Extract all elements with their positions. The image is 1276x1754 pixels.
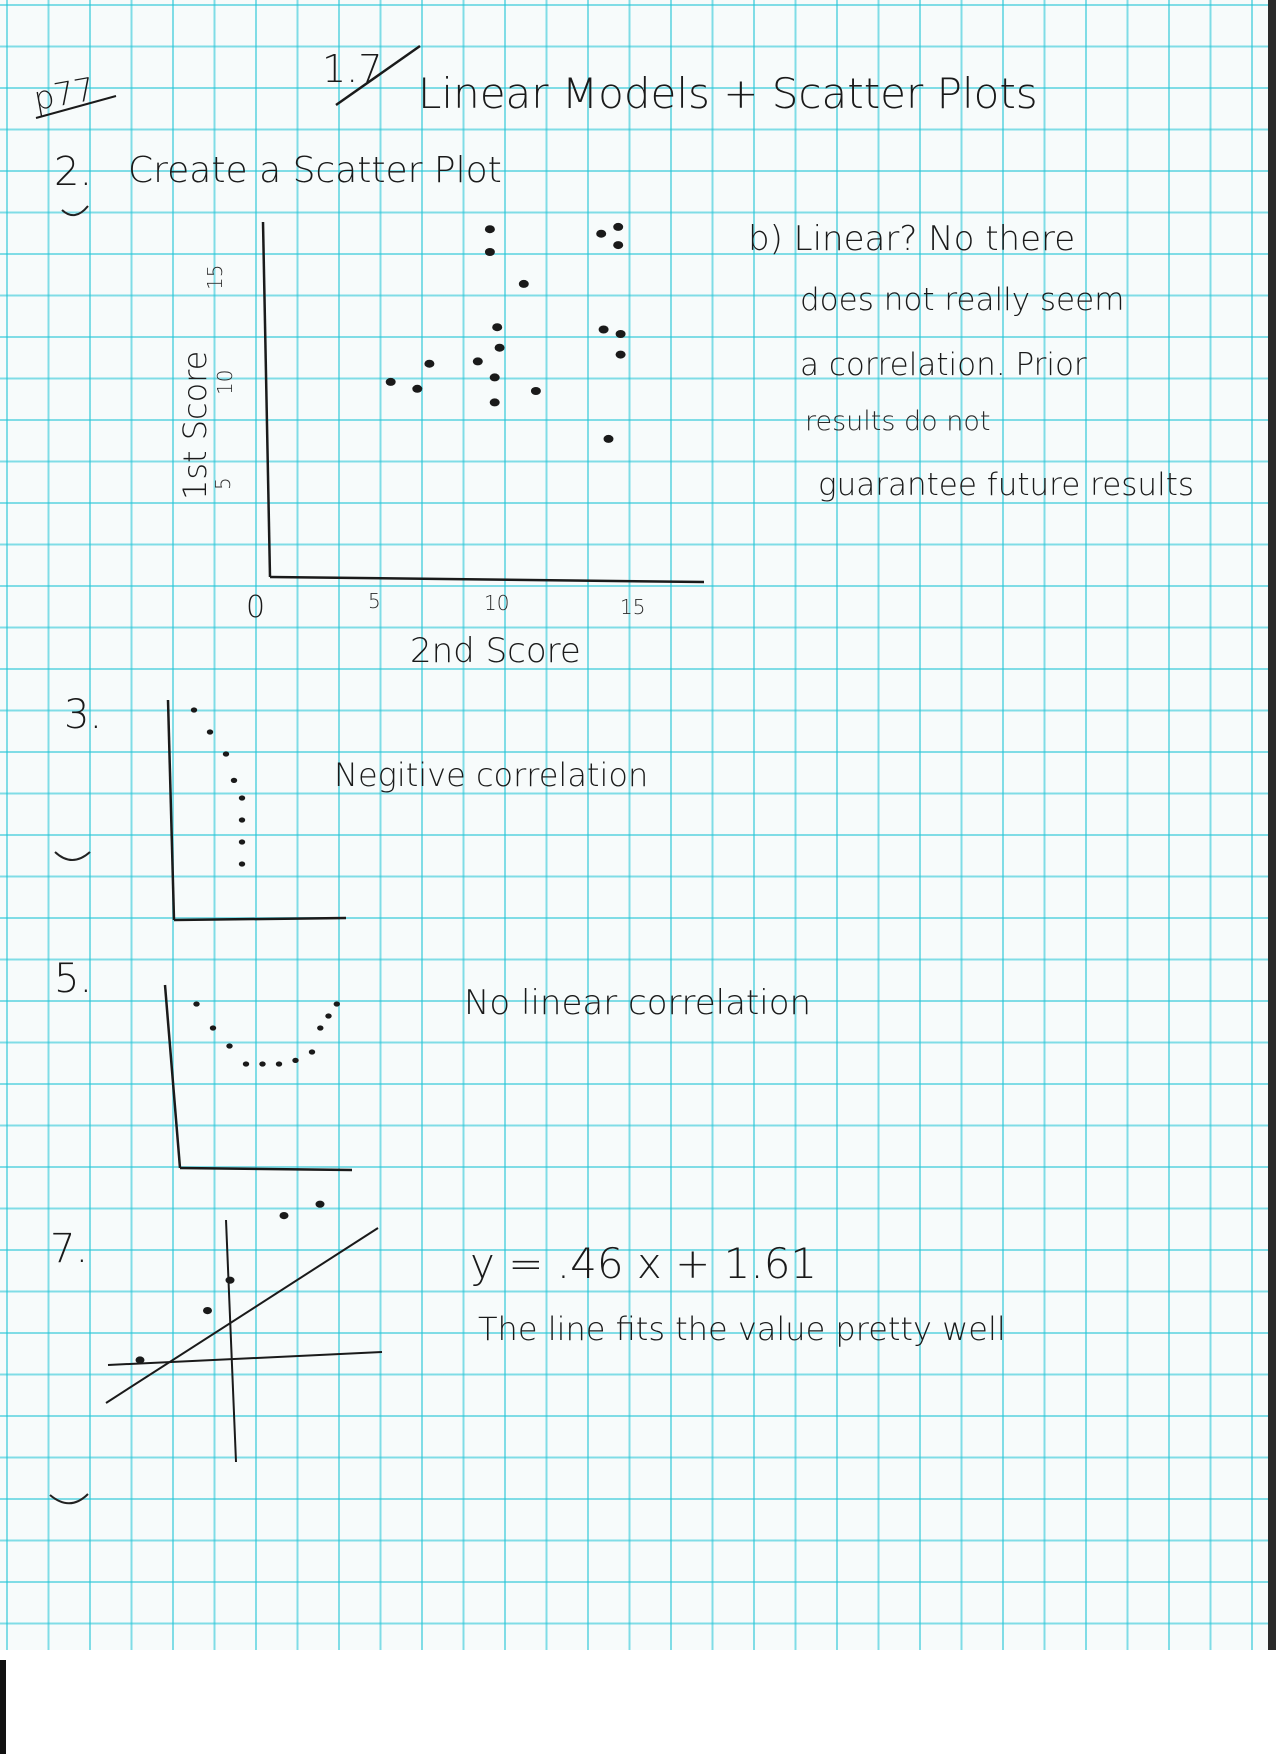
chart-5-points [193,1001,340,1066]
data-point [485,225,495,233]
x-axis [180,1168,352,1170]
problem-number: 2. [54,149,93,195]
y-tick-label: 15 [203,264,227,290]
data-point [239,839,245,844]
data-point [613,241,623,249]
data-point [412,385,422,393]
x-tick-label: 0 [246,590,266,625]
section-title: Linear Models + Scatter Plots [418,69,1038,118]
data-point [226,1043,232,1048]
data-point [191,707,197,712]
x-axis [270,577,704,582]
x-tick-label: 5 [368,589,381,613]
data-point [309,1049,315,1054]
data-point [223,751,229,756]
data-point [259,1061,265,1066]
answer-text: The line fits the value pretty well [478,1310,1006,1348]
answer-line: guarantee future results [818,467,1194,503]
x-axis [174,918,346,920]
problem-number: 7. [50,1226,89,1272]
answer-text: Negitive correlation [334,756,649,794]
problem-title: Create a Scatter Plot [128,150,502,191]
data-point [490,373,500,381]
answer-line: a correlation. Prior [800,347,1087,383]
data-point [599,326,609,334]
problem-number: 5. [54,956,93,1002]
punch-hole-mark [55,852,90,860]
chart-3-points [191,707,245,866]
data-point [292,1058,298,1063]
x-tick-label: 10 [484,591,510,615]
data-point [613,223,623,231]
data-point [203,1307,212,1314]
data-point [226,1277,235,1284]
data-point [207,729,213,734]
data-point [616,351,626,359]
fit-line [106,1228,378,1403]
data-point [193,1001,199,1006]
data-point [604,435,614,443]
y-axis-label: 1st Score [176,350,214,500]
answer-line: b) Linear? No there [748,219,1076,259]
chart-1-points [386,223,626,443]
y-tick-label: 5 [211,477,235,490]
regression-equation: y = .46 x + 1.61 [470,1239,818,1288]
data-point [136,1356,145,1363]
data-point [519,280,529,288]
data-point [239,861,245,866]
data-point [485,248,495,256]
scatter-chart-5 [165,985,352,1170]
data-point [316,1201,325,1208]
data-point [531,387,541,395]
punch-hole-mark [62,206,88,215]
scatter-chart-3 [168,700,346,920]
data-point [596,230,606,238]
data-point [239,817,245,822]
data-point [239,795,245,800]
scatter-chart-1 [176,222,704,671]
data-point [243,1061,249,1066]
x-tick-label: 15 [620,595,646,619]
data-point [276,1061,282,1066]
data-point [231,778,237,783]
answer-line: does not really seem [800,282,1125,318]
data-point [490,398,500,406]
y-axis [263,222,270,577]
y-tick-label: 10 [213,369,237,395]
answer-2b [748,219,1194,503]
page-ref: p77 [30,69,98,118]
problem-number: 3. [64,692,103,738]
answer-text: No linear correlation [464,983,812,1023]
section-number: 1.7 [322,47,383,91]
data-point [334,1001,340,1006]
answer-line: results do not [805,406,991,437]
punch-hole-mark [50,1494,88,1503]
data-point [317,1025,323,1030]
y-axis [165,985,180,1168]
data-point [492,323,502,331]
data-point [495,344,505,352]
data-point [325,1013,331,1018]
x-axis [108,1352,382,1365]
data-point [386,378,396,386]
data-point [616,330,626,338]
x-axis-label: 2nd Score [410,631,581,671]
y-axis [168,700,174,920]
line-fit-chart-7 [106,1201,382,1462]
data-point [280,1212,289,1219]
y-axis [226,1220,236,1462]
data-point [210,1025,216,1030]
data-point [473,357,483,365]
data-point [424,360,434,368]
